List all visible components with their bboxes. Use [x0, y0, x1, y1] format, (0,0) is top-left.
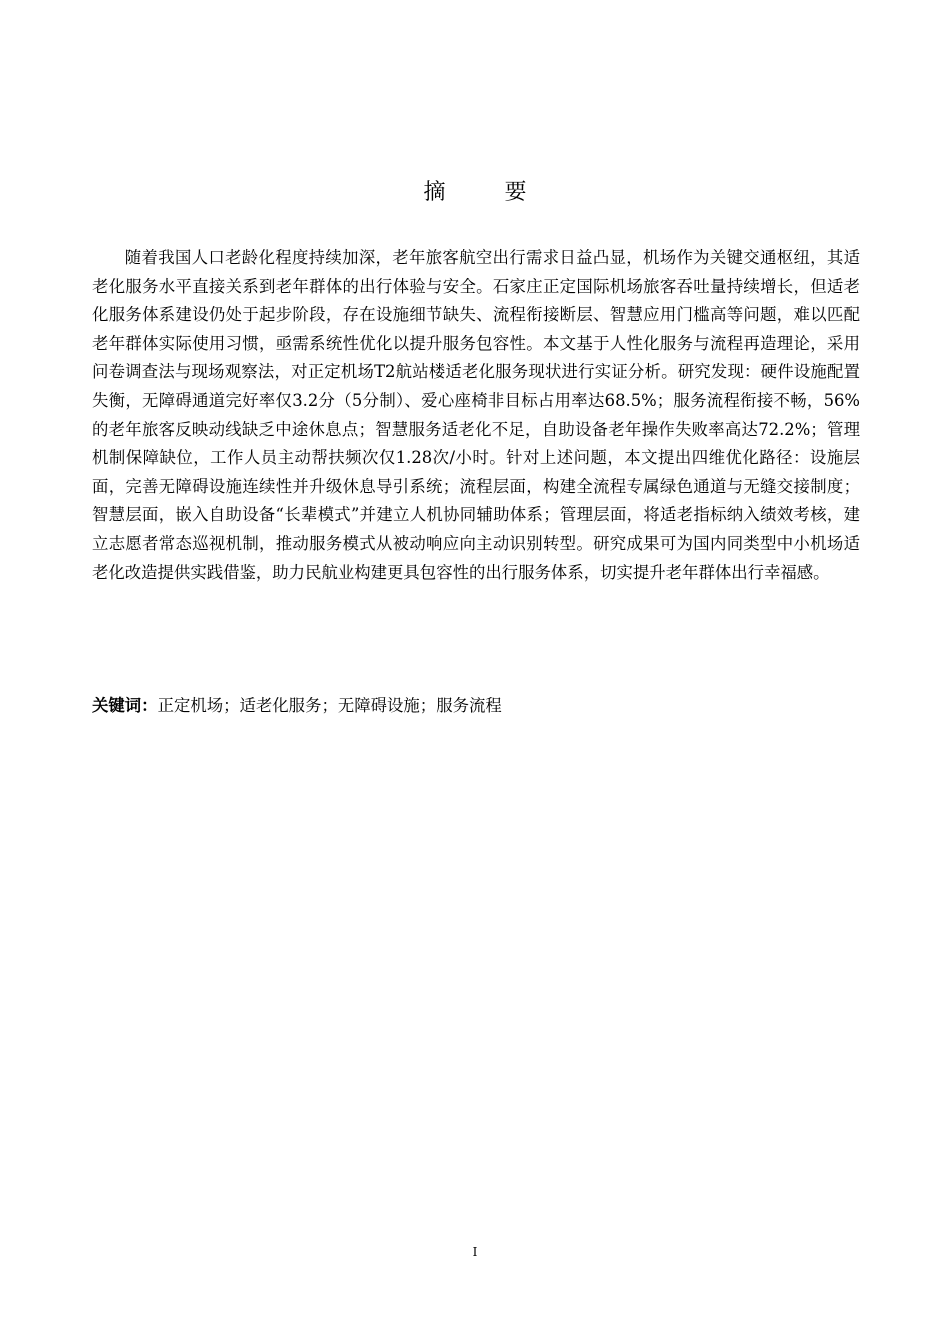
abstract-body: 随着我国人口老龄化程度持续加深，老年旅客航空出行需求日益凸显，机场作为关键交通枢纽，其适老化服务水平直接关系到老年群体的出行体验与安全。石家庄正定国际机场旅客吞吐量持续增长，但适老化服务体系建设仍处于起步阶段，存在设施细节缺失、流程衔接断层、智慧应用门槛高等问题，难以匹配老年群体实际使用习惯，亟需系统性优化以提升服务包容性。本文基于人性化服务与流程再造理论，采用问卷调查法与现场观察法，对正定机场T2航站楼适老化服务现状进行实证分析。研究发现：硬件设施配置失衡，无障碍通道完好率仅3.2分（5分制）、爱心座椅非目标占用率达68.5%；服务流程衔接不畅，56%的老年旅客反映动线缺乏中途休息点；智慧服务适老化不足，自助设备老年操作失败率高达72.2%；管理机制保障缺位，工作人员主动帮扶频次仅1.28次/小时。针对上述问题，本文提出四维优化路径：设施层面，完善无障碍设施连续性并升级休息导引系统；流程层面，构建全流程专属绿色通道与无缝交接制度；智慧层面，嵌入自助设备“长辈模式”并建立人机协同辅助体系；管理层面，将适老指标纳入绩效考核，建立志愿者常态巡视机制，推动服务模式从被动响应向主动识别转型。研究成果可为国内同类型中小机场适老化改造提供实践借鉴，助力民航业构建更具包容性的出行服务体系，切实提升老年群体出行幸福感。 [92, 248, 860, 582]
abstract-title: 摘 要 [423, 180, 553, 205]
keywords-line [92, 692, 860, 720]
keywords-text: 正定机场；适老化服务；无障碍设施；服务流程 [157, 696, 502, 715]
page-number: I [472, 1245, 478, 1259]
keywords-label: 关键词： [92, 696, 158, 715]
